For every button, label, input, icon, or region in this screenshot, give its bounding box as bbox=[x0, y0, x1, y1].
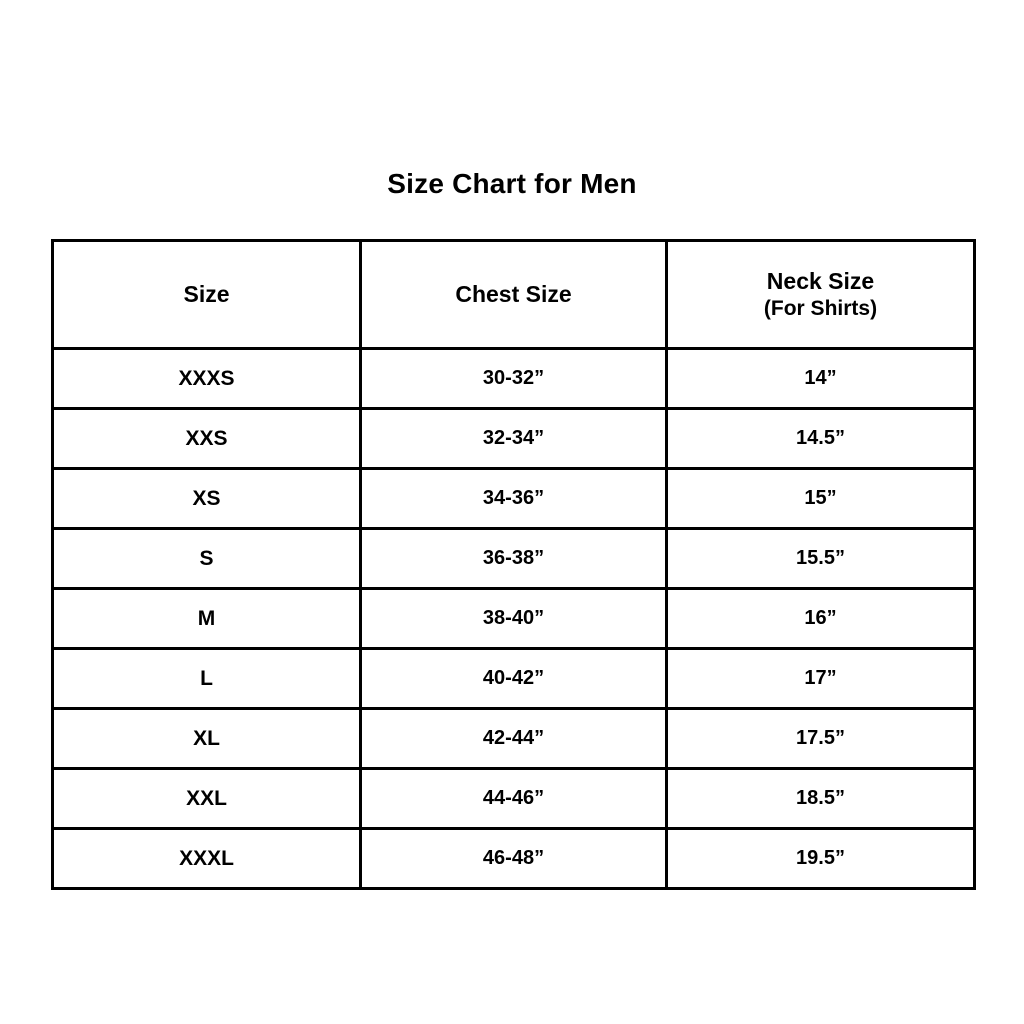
cell-neck: 16” bbox=[667, 589, 975, 649]
table-row bbox=[53, 409, 975, 469]
table-row bbox=[53, 469, 975, 529]
table-row bbox=[53, 649, 975, 709]
cell-size: XXXL bbox=[53, 829, 361, 889]
cell-size: S bbox=[53, 529, 361, 589]
table-header-row bbox=[53, 241, 975, 349]
cell-chest: 36-38” bbox=[361, 529, 667, 589]
column-header-chest-size bbox=[361, 241, 667, 349]
cell-chest: 34-36” bbox=[361, 469, 667, 529]
column-header-size-label: Size bbox=[183, 281, 230, 308]
page-title: Size Chart for Men bbox=[387, 168, 637, 199]
cell-neck: 17.5” bbox=[667, 709, 975, 769]
table-body bbox=[53, 349, 975, 889]
table-row bbox=[53, 349, 975, 409]
table-row bbox=[53, 709, 975, 769]
table-row bbox=[53, 589, 975, 649]
cell-size: XXL bbox=[53, 769, 361, 829]
table-row bbox=[53, 529, 975, 589]
column-header-chest-size-label: Chest Size bbox=[455, 281, 572, 308]
cell-chest: 46-48” bbox=[361, 829, 667, 889]
cell-neck: 19.5” bbox=[667, 829, 975, 889]
cell-size: XS bbox=[53, 469, 361, 529]
column-header-neck-size-label: Neck Size bbox=[766, 268, 875, 294]
cell-size: XL bbox=[53, 709, 361, 769]
cell-size: M bbox=[53, 589, 361, 649]
cell-chest: 42-44” bbox=[361, 709, 667, 769]
column-header-size bbox=[53, 241, 361, 349]
cell-size: XXXS bbox=[53, 349, 361, 409]
column-header-neck-size bbox=[667, 241, 975, 349]
cell-chest: 40-42” bbox=[361, 649, 667, 709]
cell-chest: 38-40” bbox=[361, 589, 667, 649]
cell-neck: 14” bbox=[667, 349, 975, 409]
size-chart-table bbox=[51, 239, 976, 890]
cell-neck: 17” bbox=[667, 649, 975, 709]
table-header bbox=[53, 241, 975, 349]
table-row bbox=[53, 829, 975, 889]
cell-neck: 15.5” bbox=[667, 529, 975, 589]
cell-chest: 32-34” bbox=[361, 409, 667, 469]
cell-size: L bbox=[53, 649, 361, 709]
cell-neck: 14.5” bbox=[667, 409, 975, 469]
cell-chest: 30-32” bbox=[361, 349, 667, 409]
column-header-neck-size-sublabel: (For Shirts) bbox=[763, 296, 878, 320]
cell-neck: 18.5” bbox=[667, 769, 975, 829]
cell-neck: 15” bbox=[667, 469, 975, 529]
table-row bbox=[53, 769, 975, 829]
cell-size: XXS bbox=[53, 409, 361, 469]
size-chart-table-wrapper bbox=[51, 239, 973, 890]
cell-chest: 44-46” bbox=[361, 769, 667, 829]
